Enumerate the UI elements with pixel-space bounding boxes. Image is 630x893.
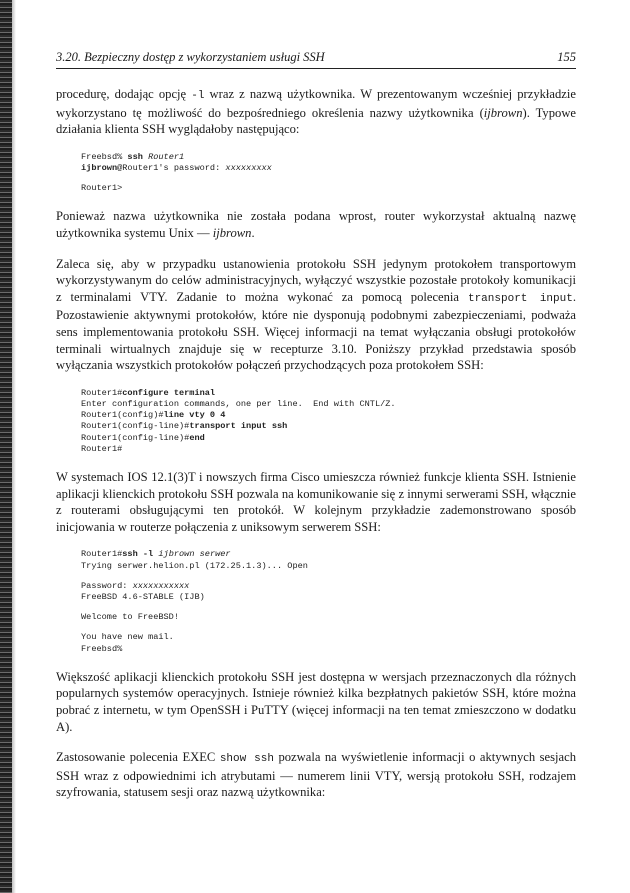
code-line: Welcome to FreeBSD!	[81, 612, 179, 623]
code-line	[81, 433, 576, 444]
code-block-transport-input	[81, 388, 576, 455]
code-block-ssh-client	[81, 152, 576, 195]
text-run: Zaleca się, aby w przypadku ustanowienia protokołu SSH jedynym protokołem transportowym wykorzystywanym do celów administracyjnych, wyłączyć wszystkie pozostałe protokoły komunikacji z terminalami VTY. Zadanie to można wykonać za pomocą polecenia	[56, 256, 576, 304]
code-line	[81, 421, 576, 432]
code-argument: Router1	[142, 151, 185, 162]
code-line	[81, 549, 576, 560]
code-block-ssh-session	[81, 549, 576, 654]
code-command: line vty 0 4	[163, 410, 226, 421]
code-line	[81, 388, 576, 399]
code-line: You have new mail.	[81, 632, 174, 643]
inline-code-command: transport input	[467, 292, 573, 305]
code-line	[81, 410, 576, 421]
username-italic: ijbrown	[483, 105, 523, 120]
text-run: procedurę, dodając opcję	[56, 87, 192, 101]
text-run: Ponieważ nazwa użytkownika nie została podana wprost, router wykorzystał aktualną nazwę użytkownika systemu Unix —	[56, 209, 576, 240]
code-gap	[81, 572, 576, 581]
paragraph-5: Większość aplikacji klienckich protokołu SSH jest dostępna w wersjach przeznaczonych dla różnych popularnych systemów operacyjnych. Istnieje również kilka bezpłatnych pakietów SSH, które można pobrać z internetu, w tym OpenSSH i PuTTY (więcej informacji na ten temat zmieszczono w dodatku A).	[56, 669, 576, 734]
code-password: xxxxxxxxxxx	[132, 580, 190, 591]
code-line: Router1#	[81, 443, 123, 454]
text-run: pozwala na wyświetlenie informacji o aktywnych sesjach SSH wraz z odpowiednimi ich atrybutami — numerem linii VTY, wersją protokołu SSH, rodzajem szyfrowania, statusem sesji oraz nazwą użytkownika:	[56, 750, 576, 800]
text-run: ). Typowe działania klienta SSH wyglądałoby następująco:	[56, 105, 576, 137]
code-prompt: Freebsd%	[81, 151, 128, 162]
chapter-section-title: 3.20. Bezpieczny dostęp z wykorzystaniem usługi SSH	[56, 50, 325, 64]
code-command: ssh -l	[122, 549, 154, 560]
code-text: Password:	[81, 580, 133, 591]
code-prompt: Router1#	[81, 387, 123, 398]
code-prompt: Router1#	[81, 549, 123, 560]
code-prompt: Router1(config)#	[81, 410, 164, 421]
code-line	[81, 163, 576, 174]
inline-code-command: show ssh	[219, 753, 274, 766]
username-italic: ijbrown	[212, 225, 252, 240]
paragraph-1	[56, 86, 576, 138]
code-password: xxxxxxxxx	[225, 162, 272, 173]
code-line: Enter configuration commands, one per line. End with CNTL/Z.	[81, 398, 396, 409]
code-line	[81, 581, 576, 592]
running-header	[56, 48, 576, 69]
code-gap	[81, 623, 576, 632]
text-run: .	[251, 225, 255, 240]
code-line: Trying serwer.helion.pl (172.25.1.3)... Open	[81, 560, 308, 571]
code-prompt: Router1(config-line)#	[81, 432, 190, 443]
text-run: . Pozostawienie aktywnymi protokołów, które nie dysponują podobnymi zabezpieczeniami, podważa sens implementowania protokołu SSH. Więcej informacji na temat wyłączania obsługi protokołów terminali wirtualnych znajduje się w recepturze 3.10. Poniższy przykład przedstawia sposób wyłączania wszystkich protokołów połączeń przychodzących poza protokołem SSH:	[56, 289, 576, 373]
code-line: FreeBSD 4.6-STABLE (IJB)	[81, 591, 205, 602]
code-argument: ijbrown serwer	[153, 549, 231, 560]
inline-code-option: -l	[191, 90, 205, 102]
code-line	[81, 152, 576, 163]
text-run: Zastosowanie polecenia EXEC	[56, 750, 220, 765]
code-line: Freebsd%	[81, 643, 123, 654]
page-number: 155	[557, 50, 576, 64]
page-body	[56, 86, 576, 801]
paragraph-3	[56, 256, 576, 374]
paragraph-4: W systemach IOS 12.1(3)T i nowszych firma Cisco umieszcza również funkcje klienta SSH. Istnienie aplikacji klienckich protokołu SSH pozwala na komunikowanie się z innymi serwerami SSH, włącznie z routerami obsługującymi ten protokół. W kolejnym przykładzie zademonstrowano sposób inicjowania w routerze połączenia z uniksowym serwerem SSH:	[56, 469, 576, 534]
code-command: configure terminal	[122, 387, 216, 398]
code-prompt: Router1(config-line)#	[81, 421, 190, 432]
code-command: ssh	[127, 151, 143, 162]
paragraph-6	[56, 749, 576, 801]
text-run: wraz z nazwą użytkownika. W prezentowanym wcześniej przykładzie wykorzystano tę możliwość do bezpośredniego określenia nazwy użytkownika (	[56, 87, 576, 120]
code-gap	[81, 603, 576, 612]
code-command: transport input ssh	[189, 421, 288, 432]
book-binding-edge	[0, 0, 12, 893]
code-gap	[81, 174, 576, 183]
code-command: end	[189, 432, 205, 443]
code-username: ijbrown	[81, 162, 118, 173]
paragraph-2	[56, 208, 576, 241]
code-text: @Router1's password:	[117, 162, 226, 173]
code-line: Router1>	[81, 183, 123, 194]
